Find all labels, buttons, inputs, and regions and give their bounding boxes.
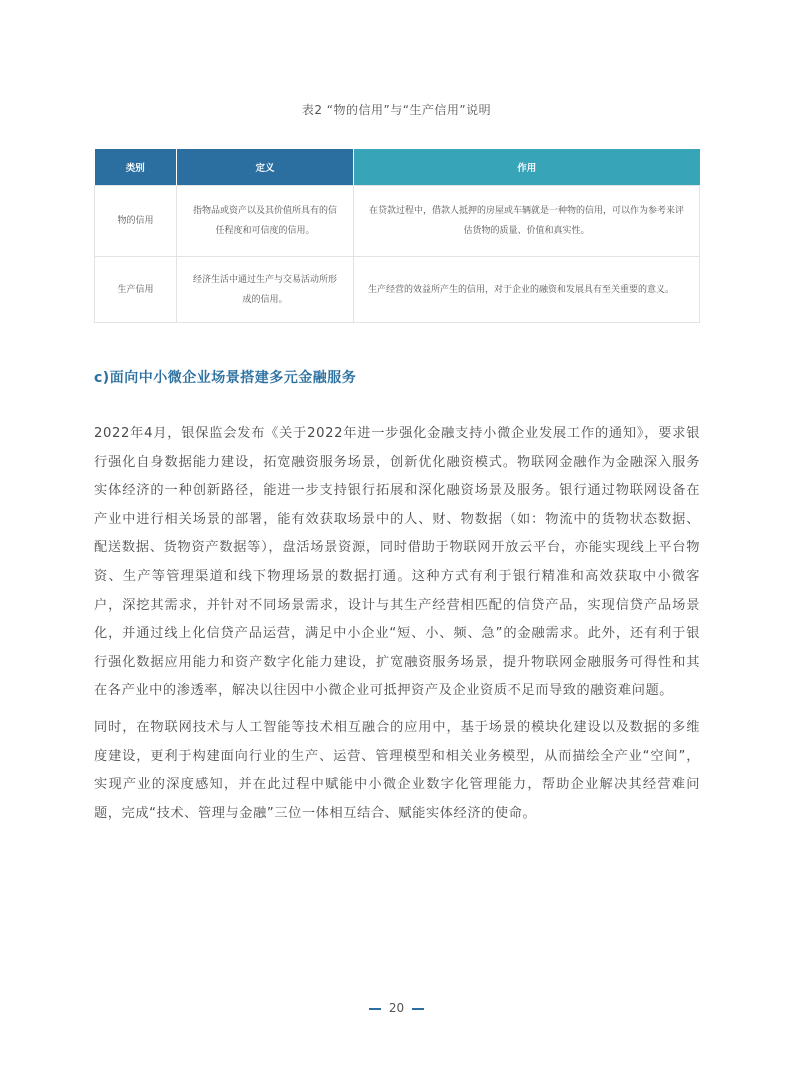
cell-definition: 经济生活中通过生产与交易活动所形成的信用。	[177, 257, 354, 323]
body-paragraph: 2022年4月，银保监会发布《关于2022年进一步强化金融支持小微企业发展工作的通知》，要求银行强化自身数据能力建设，拓宽融资服务场景，创新优化融资模式。物联网金融作为金融深入服务实体经济的一种创新路径，能进一步支持银行拓展和深化融资场景及服务。银行通过物联网设备在产业中进行相关场景的部署，能有效获取场景中的人、财、物数据（如：物流中的货物状态数据、配送数据、货物资产数据等），盘活场景资源，同时借助于物联网开放云平台，亦能实现线上平台物资、生产等管理渠道和线下物理场景的数据打通。这种方式有利于银行精准和高效获取中小微客户，深挖其需求，并针对不同场景需求，设计与其生产经营相匹配的信贷产品，实现信贷产品场景化，并通过线上化信贷产品运营，满足中小企业“短、小、频、急”的金融需求。此外，还有利于银行强化数据应用能力和资产数字化能力建设，扩宽融资服务场景，提升物联网金融服务可得性和其在各产业中的渗透率，解决以往因中小微企业可抵押资产及企业资质不足而导致的融资难问题。	[94, 426, 700, 699]
table-row	[95, 257, 700, 323]
footer-dash-right	[412, 1008, 424, 1010]
cell-role: 在贷款过程中，借款人抵押的房屋或车辆就是一种物的信用，可以作为参考来评估货物的质量、价值和真实性。	[354, 186, 700, 257]
cell-definition: 指物品或资产以及其价值所具有的信任程度和可信度的信用。	[177, 186, 354, 257]
cell-role: 生产经营的效益所产生的信用，对于企业的融资和发展具有至关重要的意义。	[354, 257, 700, 323]
body-paragraph: 同时，在物联网技术与人工智能等技术相互融合的应用中，基于场景的模块化建设以及数据的多维度建设，更利于构建面向行业的生产、运营、管理模型和相关业务模型，从而描绘全产业“空间”，实现产业的深度感知，并在此过程中赋能中小微企业数字化管理能力，帮助企业解决其经营难问题，完成“技术、管理与金融”三位一体相互结合、赋能实体经济的使命。	[94, 720, 700, 821]
section-heading: c)面向中小微企业场景搭建多元金融服务	[94, 370, 357, 386]
header-role: 作用	[354, 149, 700, 186]
credit-comparison-table	[94, 149, 700, 323]
cell-category: 生产信用	[95, 257, 177, 323]
footer-dash-left	[369, 1008, 381, 1010]
table-header-row	[95, 149, 700, 186]
header-category: 类别	[95, 149, 177, 186]
table-row	[95, 186, 700, 257]
cell-category: 物的信用	[95, 186, 177, 257]
table-caption: 表2 “物的信用”与“生产信用”说明	[301, 103, 492, 117]
page-number: 20	[388, 1001, 405, 1015]
header-definition: 定义	[177, 149, 354, 186]
page-footer	[0, 1001, 793, 1015]
